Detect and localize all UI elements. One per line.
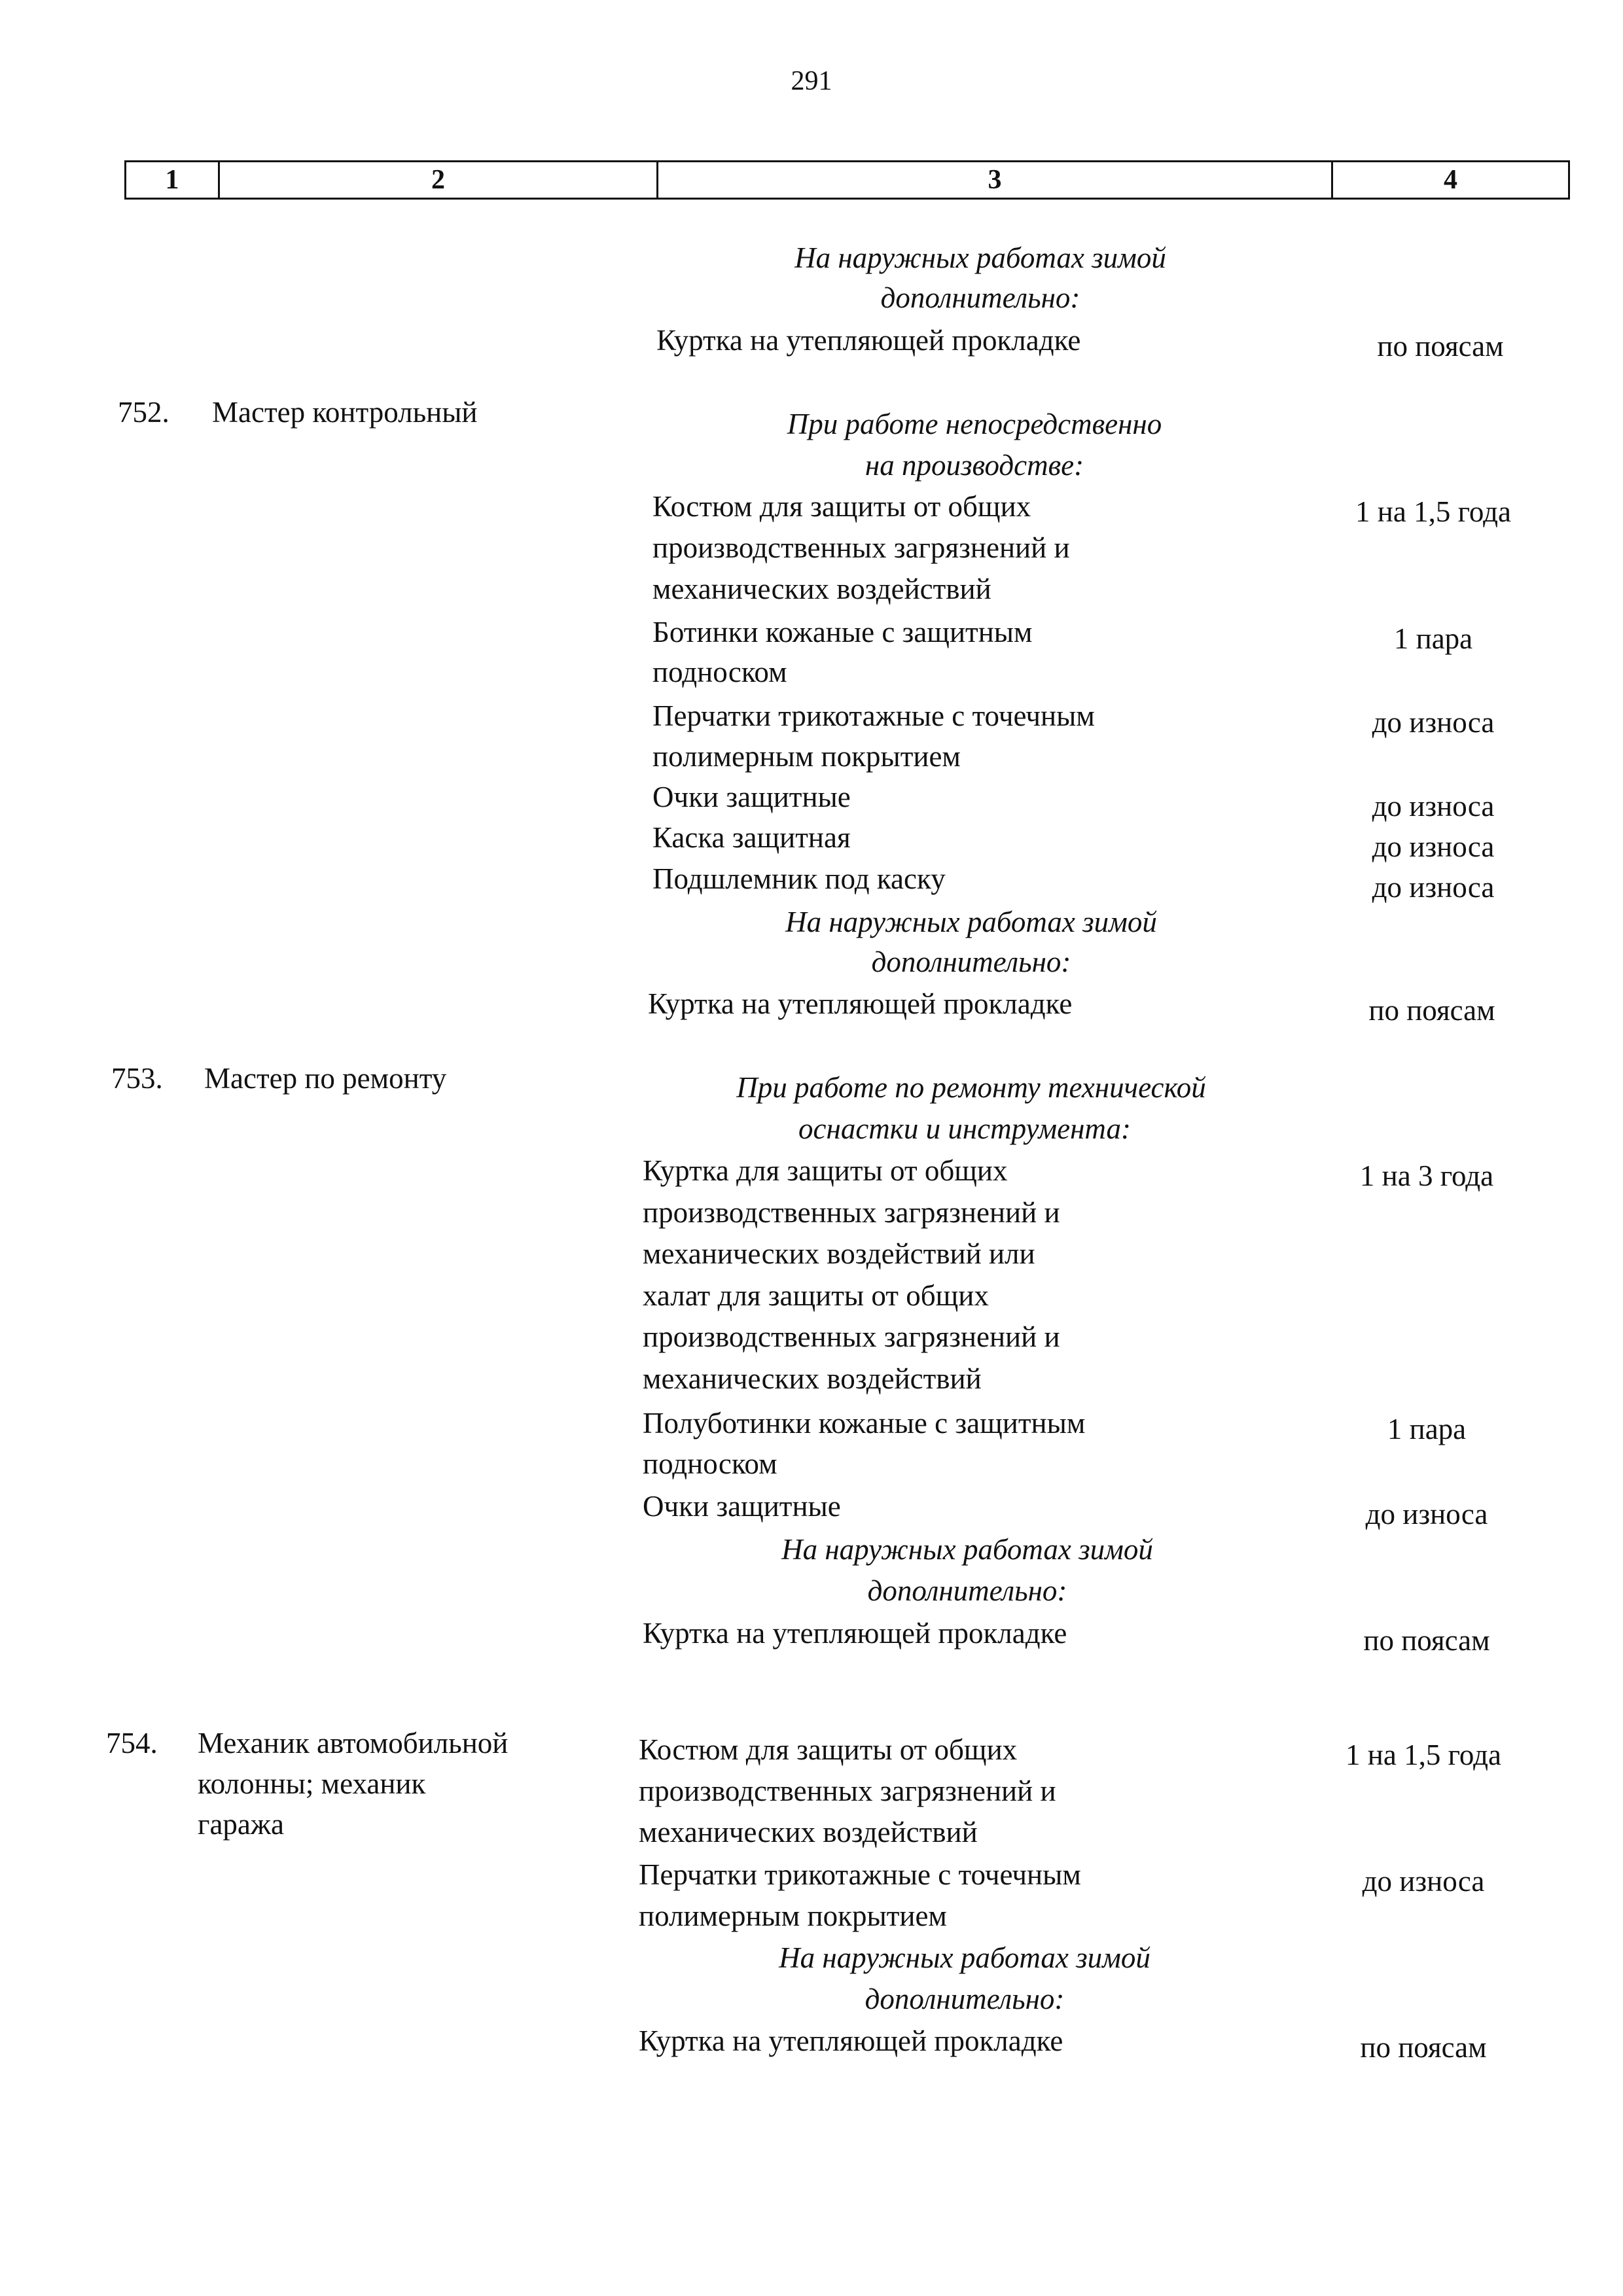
page-number: 291 <box>791 66 832 96</box>
item-line: Перчатки трикотажные с точечным <box>639 1858 1081 1891</box>
item-line: механических воздействий <box>639 1816 978 1848</box>
item-line: Подшлемник под каску <box>652 862 946 895</box>
item-norm: по поясам <box>1363 1624 1490 1657</box>
winter-heading-line1: На наружных работах зимой <box>779 1941 1150 1974</box>
item-line: халат для защиты от общих <box>643 1279 989 1312</box>
condition-heading-line1: При работе по ремонту технической <box>736 1071 1206 1104</box>
item-line: Костюм для защиты от общих <box>639 1733 1018 1766</box>
profession-title-line: гаража <box>198 1808 284 1841</box>
winter-heading-line2: дополнительно: <box>871 945 1071 978</box>
item-line: производственных загрязнений и <box>652 531 1070 564</box>
item-line: Каска защитная <box>652 821 851 854</box>
item-line: производственных загрязнений и <box>643 1196 1060 1229</box>
winter-heading-line1: На наружных работах зимой <box>781 1533 1153 1566</box>
item-line: механических воздействий <box>643 1362 982 1395</box>
item-norm: по поясам <box>1360 2031 1487 2064</box>
item-line: производственных загрязнений и <box>639 1775 1056 1807</box>
item-norm: 1 пара <box>1387 1413 1467 1445</box>
entry-number: 754. <box>106 1727 158 1759</box>
item-line: полимерным покрытием <box>652 740 961 773</box>
item-line: Очки защитные <box>652 781 851 813</box>
item-norm: до износа <box>1372 790 1495 822</box>
item-norm: по поясам <box>1368 994 1495 1027</box>
item-line: механических воздействий <box>652 573 991 605</box>
item-line: подноском <box>643 1447 777 1480</box>
item-line: подноском <box>652 656 787 688</box>
intro-heading-line2: дополнительно: <box>880 281 1080 314</box>
entry-number: 752. <box>118 396 169 429</box>
item-line: Перчатки трикотажные с точечным <box>652 699 1095 732</box>
item-line: механических воздействий или <box>643 1237 1035 1270</box>
item-line: производственных загрязнений и <box>643 1320 1060 1353</box>
column-header-row <box>126 162 1569 199</box>
column-header-3: 3 <box>658 162 1332 199</box>
intro-item: Куртка на утепляющей прокладке <box>656 324 1081 357</box>
profession-title-line: колонны; механик <box>198 1767 426 1800</box>
profession-title: Мастер контрольный <box>212 396 478 429</box>
column-header-1: 1 <box>126 162 219 199</box>
item-line: Куртка на утепляющей прокладке <box>643 1617 1067 1650</box>
intro-heading-line1: На наружных работах зимой <box>794 241 1166 274</box>
item-norm: до износа <box>1372 871 1495 904</box>
item-line: полимерным покрытием <box>639 1899 947 1932</box>
column-header-table <box>124 160 1570 200</box>
column-header-2: 2 <box>219 162 658 199</box>
profession-title: Мастер по ремонту <box>204 1062 447 1095</box>
condition-heading-line2: на производстве: <box>865 449 1084 482</box>
condition-heading-line1: При работе непосредственно <box>787 408 1162 440</box>
entry-number: 753. <box>111 1062 163 1095</box>
item-norm: до износа <box>1372 830 1495 863</box>
item-norm: 1 на 1,5 года <box>1355 495 1511 528</box>
item-norm: до износа <box>1372 706 1495 739</box>
intro-norm: по поясам <box>1377 330 1504 362</box>
item-norm: 1 пара <box>1393 622 1473 655</box>
winter-heading-line2: дополнительно: <box>865 1983 1065 2015</box>
item-line: Очки защитные <box>643 1490 841 1523</box>
item-norm: 1 на 3 года <box>1359 1159 1494 1192</box>
profession-title-line: Механик автомобильной <box>198 1727 508 1759</box>
item-line: Ботинки кожаные с защитным <box>652 616 1033 648</box>
column-header-4: 4 <box>1332 162 1569 199</box>
item-norm: до износа <box>1365 1498 1488 1530</box>
item-line: Куртка для защиты от общих <box>643 1154 1008 1187</box>
item-line: Полуботинки кожаные с защитным <box>643 1407 1086 1439</box>
item-norm: 1 на 1,5 года <box>1346 1739 1501 1771</box>
item-norm: до износа <box>1362 1865 1485 1898</box>
winter-heading-line1: На наружных работах зимой <box>785 906 1157 938</box>
winter-heading-line2: дополнительно: <box>867 1574 1067 1607</box>
item-line: Костюм для защиты от общих <box>652 490 1031 523</box>
item-line: Куртка на утепляющей прокладке <box>648 987 1073 1020</box>
item-line: Куртка на утепляющей прокладке <box>639 2024 1063 2057</box>
condition-heading-line2: оснастки и инструмента: <box>798 1112 1131 1145</box>
